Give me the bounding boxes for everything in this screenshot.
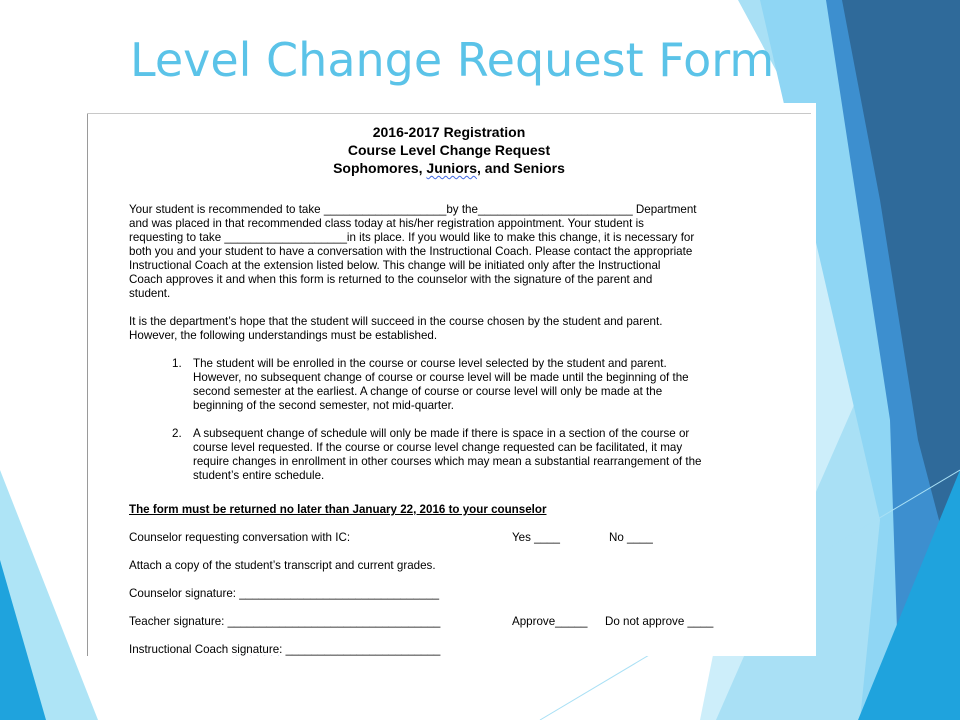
list-item-line: The student will be enrolled in the course or course level selected by the student and parent.: [193, 357, 667, 370]
counselor-signature-row: [129, 587, 769, 601]
document-top-edge: [87, 113, 811, 114]
list-item-line: require changes in enrollment in other courses which may mean a substantial rearrangement of the: [193, 455, 702, 468]
paragraph1-line: Instructional Coach at the extension listed below. This change will be initiated only after the Instructional: [129, 259, 661, 272]
header-grades-suffix: , and Seniors: [477, 160, 565, 176]
list-item-line: second semester at the earliest. A change of course or course level will only be made at the: [193, 385, 663, 398]
counselor-conversation-row: [129, 531, 769, 545]
list-item-line: However, no subsequent change of course or course level will be made until the beginning of the: [193, 371, 689, 384]
header-line-registration: 2016-2017 Registration: [372, 124, 526, 140]
paragraph1-line: Coach approves it and when this form is returned to the counselor with the signature of the parent and: [129, 273, 653, 286]
coach-signature-field[interactable]: [129, 643, 440, 656]
list-item-line: beginning of the second semester, not mid-quarter.: [193, 399, 455, 412]
coach-signature-prefix: Instructional Coach: [129, 643, 232, 656]
form-header: [129, 123, 769, 177]
list-item: [129, 357, 769, 413]
form-document-image: [80, 103, 816, 656]
approve-blank[interactable]: Approve_____: [512, 615, 588, 628]
deadline-notice: The form must be returned no later than January 22, 2016 to your counselor: [129, 503, 547, 516]
list-item-line: course level requested. If the course or course level change requested can be facilitated, it may: [193, 441, 683, 454]
understandings-list: [129, 357, 769, 483]
list-item: [129, 427, 769, 483]
no-blank[interactable]: No ____: [609, 531, 653, 544]
paragraph1-line: student.: [129, 287, 171, 300]
paragraph1-line: both you and your student to have a conversation with the Instructional Coach. Please contact the appropriate: [129, 245, 693, 258]
coach-signature-row: [129, 643, 769, 656]
attach-instruction: Attach a copy of the student’s transcript and current grades.: [129, 559, 436, 572]
paragraph-department-hope: [129, 315, 769, 343]
list-item-line: student’s entire schedule.: [193, 469, 325, 482]
form-content: [129, 123, 769, 656]
paragraph1-line: requesting to take ___________________in its place. If you would like to make this change, it is necessary for: [129, 231, 695, 244]
list-item-number: 1.: [172, 357, 182, 370]
paragraph1-line: Your student is recommended to take ___________________by the________________________ Department: [129, 203, 697, 216]
header-line-request: Course Level Change Request: [347, 142, 551, 158]
yes-blank[interactable]: Yes ____: [512, 531, 560, 544]
coach-signature-word: signature: [231, 643, 280, 656]
slide-title: Level Change Request Form: [130, 33, 775, 87]
do-not-approve-blank[interactable]: Do not approve ____: [605, 615, 714, 628]
teacher-signature-field[interactable]: Teacher signature: _________________________________: [129, 615, 441, 628]
list-item-line: A subsequent change of schedule will only be made if there is space in a section of the course or: [193, 427, 690, 440]
header-grades-juniors: Juniors: [426, 160, 477, 176]
document-left-edge: [87, 113, 88, 656]
teacher-signature-row: [129, 615, 769, 629]
list-item-number: 2.: [172, 427, 182, 440]
header-grades-prefix: Sophomores,: [333, 160, 427, 176]
paragraph-recommendation: [129, 203, 769, 301]
counselor-conversation-label: Counselor requesting conversation with IC:: [129, 531, 351, 544]
coach-signature-blank: : ________________________: [279, 643, 441, 656]
attach-row: [129, 559, 769, 573]
header-line-grades: [129, 159, 769, 177]
paragraph2-line: It is the department’s hope that the student will succeed in the course chosen by the student and parent.: [129, 315, 663, 328]
counselor-signature-field[interactable]: Counselor signature: _______________________________: [129, 587, 440, 600]
paragraph1-line: and was placed in that recommended class today at his/her registration appointment. Your student is: [129, 217, 644, 230]
paragraph2-line: However, the following understandings must be established.: [129, 329, 438, 342]
